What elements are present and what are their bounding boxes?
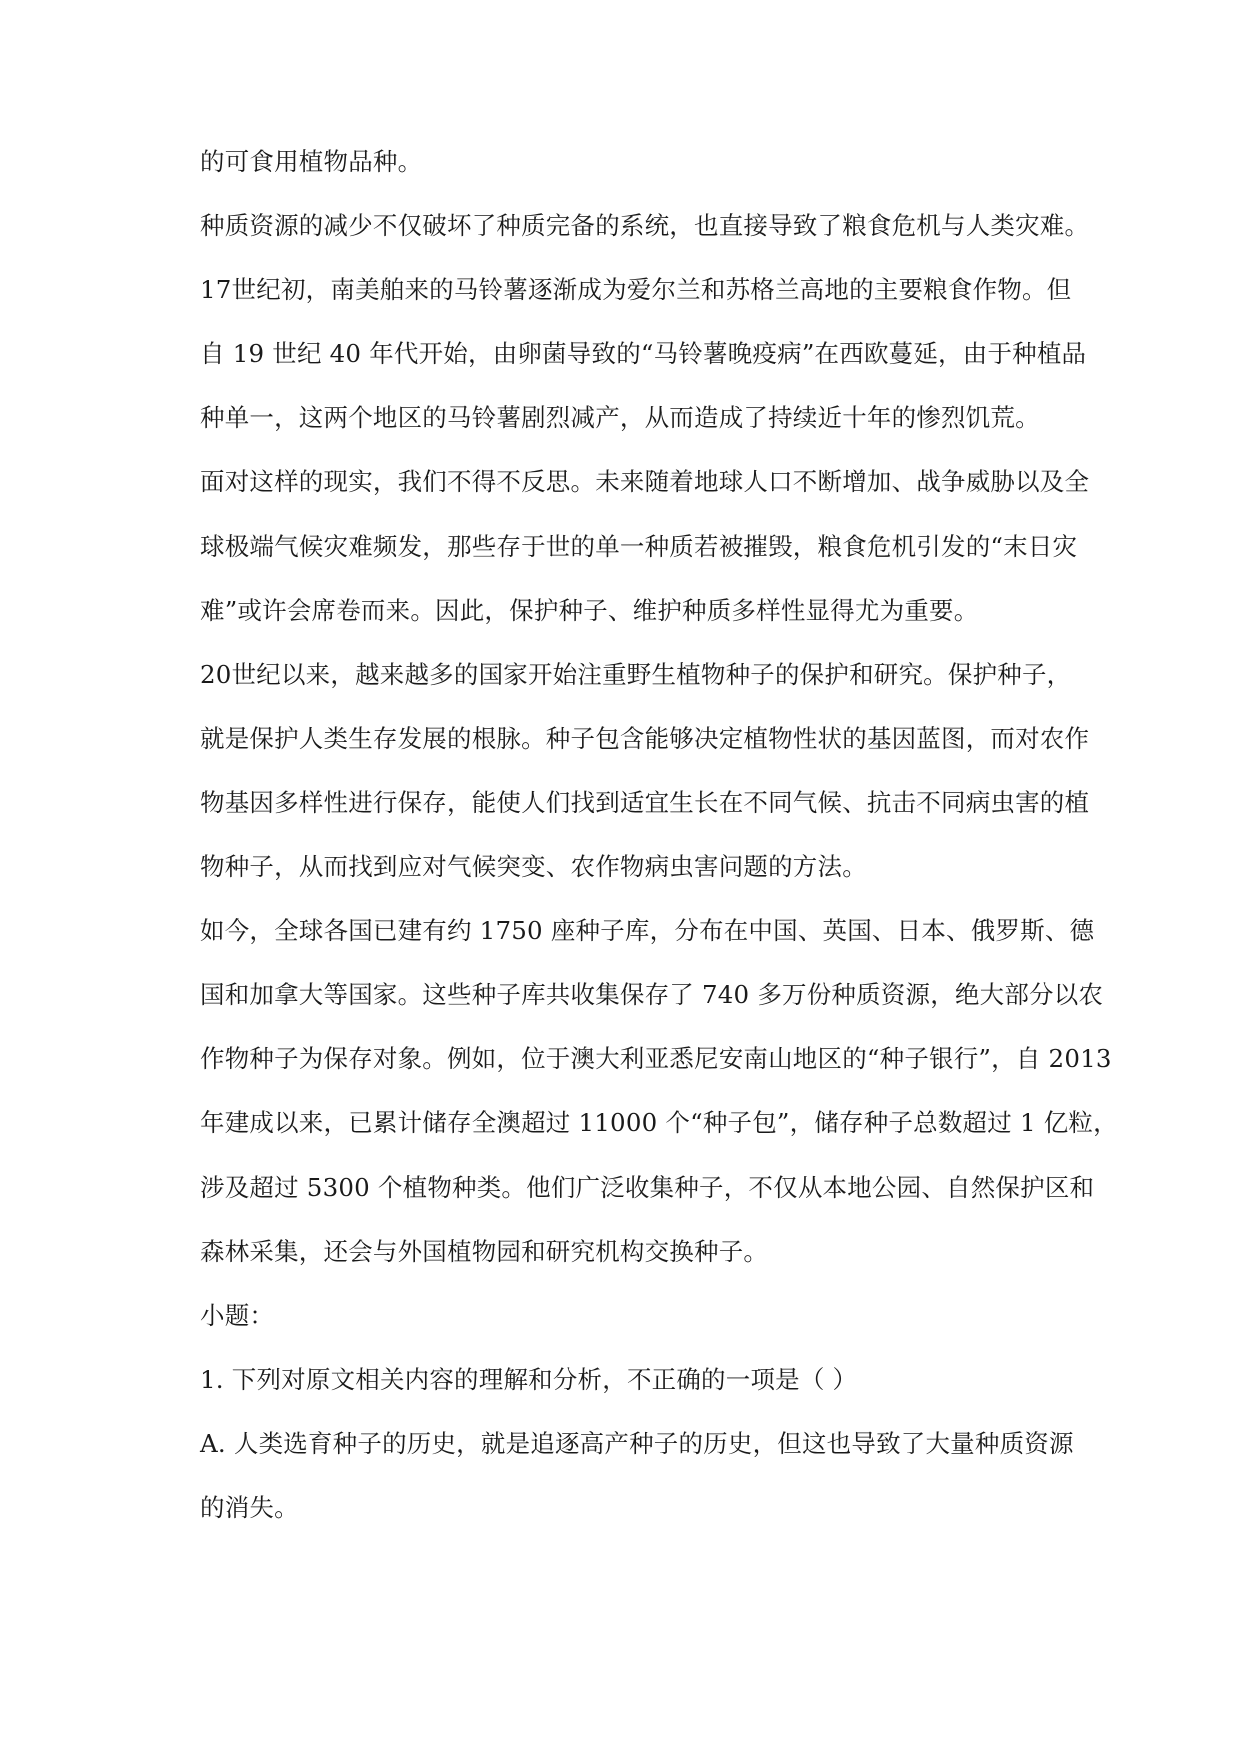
- text-line: 自 19 世纪 40 年代开始，由卵菌导致的“马铃薯晚疫病”在西欧蔓延，由于种植品: [200, 339, 1087, 369]
- question-1: 1. 下列对原文相关内容的理解和分析，不正确的一项是（ ）: [200, 1364, 858, 1394]
- text-line: 球极端气候灾难频发，那些存于世的单一种质若被摧毁，粮食危机引发的“末日灾: [200, 531, 1078, 561]
- text-line: 面对这样的现实，我们不得不反思。未来随着地球人口不断增加、战争威胁以及全: [200, 467, 1090, 497]
- text-line: 20世纪以来，越来越多的国家开始注重野生植物种子的保护和研究。保护种子，: [200, 659, 1072, 689]
- text-line: 物基因多样性进行保存，能使人们找到适宜生长在不同气候、抗击不同病虫害的植: [200, 787, 1090, 817]
- option-a-continued: 的消失。: [200, 1492, 299, 1522]
- text-line: 物种子，从而找到应对气候突变、农作物病虫害问题的方法。: [200, 852, 867, 882]
- section-heading: 小题：: [200, 1300, 275, 1330]
- option-a: A. 人类选育种子的历史，就是追逐高产种子的历史，但这也导致了大量种质资源: [200, 1428, 1074, 1458]
- text-line: 森林采集，还会与外国植物园和研究机构交换种子。: [200, 1236, 769, 1266]
- text-line: 国和加拿大等国家。这些种子库共收集保存了 740 多万份种质资源，绝大部分以农: [200, 980, 1104, 1010]
- text-line: 的可食用植物品种。: [200, 147, 423, 176]
- document-body: [200, 142, 1118, 1552]
- text-line: 难”或许会席卷而来。因此，保护种子、维护种质多样性显得尤为重要。: [200, 595, 979, 625]
- text-line: 作物种子为保存对象。例如，位于澳大利亚悉尼安南山地区的“种子银行”，自 2013: [200, 1044, 1112, 1074]
- text-line: 年建成以来，已累计储存全澳超过 11000 个“种子包”，储存种子总数超过 1 亿粒，: [200, 1108, 1118, 1138]
- text-line: 种质资源的减少不仅破坏了种质完备的系统，也直接导致了粮食危机与人类灾难。: [200, 211, 1090, 241]
- text-line: 种单一，这两个地区的马铃薯剧烈减产，从而造成了持续近十年的惨烈饥荒。: [200, 403, 1040, 433]
- text-line: 涉及超过 5300 个植物种类。他们广泛收集种子，不仅从本地公园、自然保护区和: [200, 1172, 1095, 1202]
- text-line: 就是保护人类生存发展的根脉。种子包含能够决定植物性状的基因蓝图，而对农作: [200, 723, 1090, 753]
- text-line: 17世纪初，南美舶来的马铃薯逐渐成为爱尔兰和苏格兰高地的主要粮食作物。但: [200, 275, 1072, 305]
- text-line: 如今，全球各国已建有约 1750 座种子库，分布在中国、英国、日本、俄罗斯、德: [200, 916, 1095, 946]
